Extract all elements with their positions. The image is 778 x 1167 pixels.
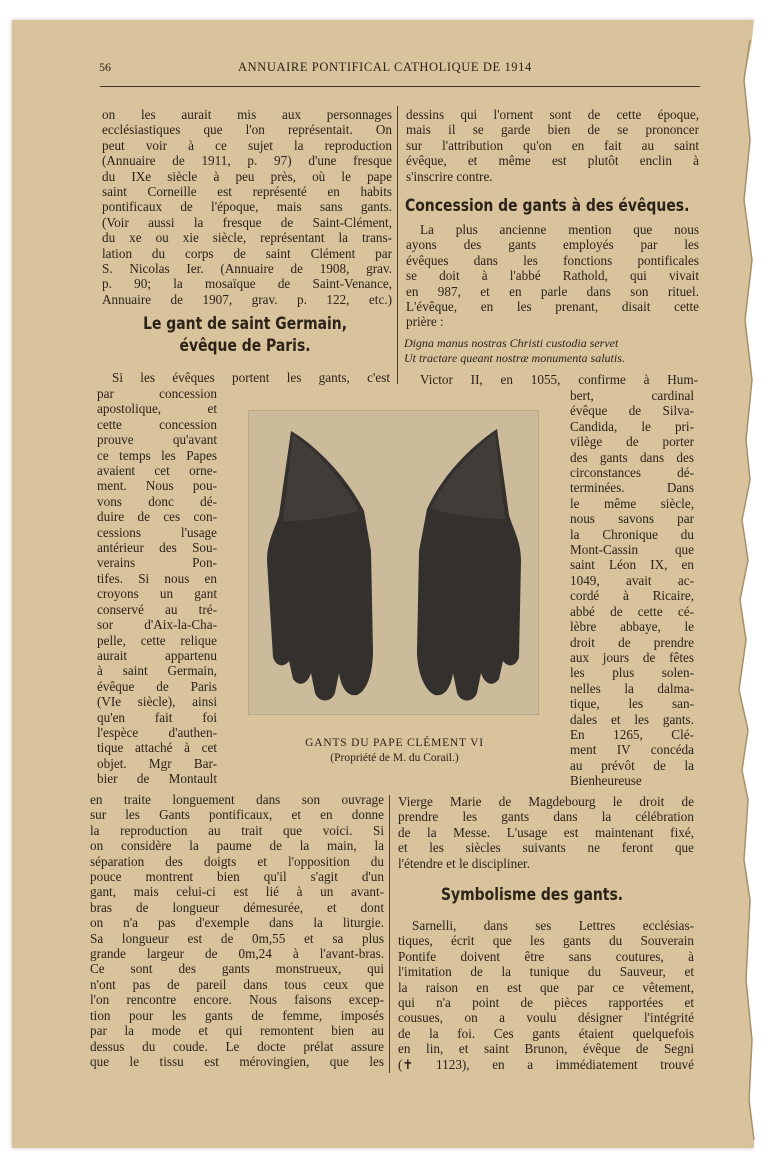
- text-line: la reproduction au trait que voici. Si: [90, 822, 384, 838]
- heading-concession: Concession de gants à des évêques.: [405, 196, 690, 216]
- text-line: dessins qui l'ornent sont de cette époque,: [406, 107, 699, 122]
- figure-caption: GANTS DU PAPE CLÉMENT VI: [305, 737, 484, 749]
- text-line: objet. Mgr Bar-: [97, 755, 217, 771]
- running-title: ANNUAIRE PONTIFICAL CATHOLIQUE DE 1914: [238, 60, 532, 74]
- text-line: p. 90; la mosaïque de Saint-Venance,: [102, 276, 392, 292]
- text-line: antérieur des Sou-: [97, 540, 217, 556]
- text-line: les plus solen-: [570, 665, 694, 681]
- text-line: bras de longueur démesurée, et dont: [90, 899, 384, 915]
- text-line: grande largeur de 0m,24 à l'avant-bras.: [90, 946, 384, 962]
- text-line: dales et les gants.: [570, 711, 694, 727]
- text-line: Sa longueur est de 0m,55 et sa plus: [90, 930, 384, 946]
- text-line: qui n'a point de pièces rapportées et: [398, 995, 694, 1011]
- text-line: nous savons par: [570, 511, 694, 527]
- text-line: ecclésiastiques que l'on représentait. On: [102, 122, 392, 138]
- text-line: lèbre abbaye, le: [570, 619, 694, 635]
- text-line: tion pour les gants de femme, imposés: [90, 1007, 384, 1023]
- text-line: du IXe siècle à peu près, où le pape: [102, 168, 392, 184]
- heading-symbolisme: Symbolisme des gants.: [441, 885, 624, 905]
- paragraph-right-top: [406, 107, 699, 184]
- text-line: (✝ 1123), en a immédiatement trouvé: [398, 1056, 694, 1072]
- text-line: Ce sont des gants monstrueux, qui: [90, 961, 384, 977]
- text-line: La plus ancienne mention que nous: [420, 222, 699, 237]
- text-line: abbé de cette cé-: [570, 603, 694, 619]
- text-line: En 1265, Clé-: [570, 726, 694, 742]
- text-line: nelles la dalma-: [570, 680, 694, 696]
- text-line: Pontife doivent être sans coutures, à: [398, 948, 694, 964]
- text-line: Mont-Cassin que: [570, 542, 694, 558]
- paragraph-left-bottom: [90, 792, 384, 1069]
- text-line: qu'en fait foi: [97, 709, 217, 725]
- text-line: cessions l'usage: [97, 524, 217, 540]
- text-line: lation du corps de saint Clément par: [102, 245, 392, 261]
- text-line: terminées. Dans: [570, 480, 694, 496]
- paragraph-right-narrow: [570, 388, 694, 789]
- text-line: ment IV concéda: [570, 742, 694, 758]
- text-line: pelle, cette relique: [97, 632, 217, 648]
- latin-prayer: [404, 336, 704, 366]
- text-line: prière :: [406, 314, 444, 330]
- text-line: ayons des gants employés par les: [406, 237, 699, 253]
- paragraph-left-top: [102, 107, 392, 307]
- paragraph-left-intro: [112, 370, 390, 385]
- text-line: de la foi. Ces gants étaient quelquefois: [398, 1025, 694, 1041]
- gloves-image: [249, 411, 538, 714]
- text-line: pouce montrent bien qu'il s'agit d'un: [90, 869, 384, 885]
- prayer-line: Ut tractare queant nostræ monumenta salutis.: [404, 351, 625, 365]
- paragraph-left-narrow: [97, 386, 217, 787]
- paragraph-right-after: [398, 794, 694, 871]
- heading-line: évêque de Paris.: [179, 336, 311, 356]
- text-line: gant, mais celui-ci est lié à un avant-: [90, 884, 384, 900]
- text-line: du xe ou xie siècle, représentant la trans-: [102, 230, 392, 246]
- text-line: saint Corneille est représenté en habits: [102, 184, 392, 200]
- text-line: évêque de Silva-: [570, 403, 694, 419]
- text-line: Si les évêques portent les gants, c'est: [112, 370, 390, 385]
- text-line: (Voir aussi la fresque de Saint-Clément,: [102, 214, 392, 230]
- text-line: tique, les san-: [570, 696, 694, 712]
- text-line: n'ont pas de pareil dans tous ceux que: [90, 976, 384, 992]
- text-line: circonstances dé-: [570, 465, 694, 481]
- text-line: s'inscrire contre.: [406, 168, 493, 184]
- column-separator-top: [397, 106, 398, 384]
- text-line: bier de Montault: [97, 771, 217, 787]
- text-line: se doit à l'abbé Rathold, qui vivait: [406, 268, 699, 284]
- text-line: aurait appartenu: [97, 647, 217, 663]
- text-line: tiques, écrit que les gants du Souverain: [398, 933, 694, 949]
- text-line: 1049, avait ac-: [570, 572, 694, 588]
- text-line: sor d'Aix-la-Cha-: [97, 617, 217, 633]
- text-line: peut voir à ce sujet la reproduction: [102, 137, 392, 153]
- text-line: sur l'attribution qu'on en fait au saint: [406, 137, 699, 153]
- figure-credit: (Propriété de M. du Corail.): [330, 752, 459, 764]
- text-line: par concession: [97, 386, 217, 401]
- text-line: le même siècle,: [570, 495, 694, 511]
- text-line: on n'a pas d'exemple dans la liturgie.: [90, 915, 384, 931]
- text-line: cousues, on a voulu désigner l'intégrité: [398, 1010, 694, 1026]
- text-line: Sarnelli, dans ses Lettres ecclésias-: [412, 918, 694, 933]
- text-line: tifes. Si nous en: [97, 570, 217, 586]
- text-line: évêque, et même est plutôt enclin à: [406, 153, 699, 169]
- text-line: évêques dans les fonctions pontificales: [406, 252, 699, 268]
- paragraph-concession: [406, 222, 699, 330]
- text-line: Vierge Marie de Magdebourg le droit de: [398, 794, 694, 809]
- text-line: sur les Gants pontificaux, et en donne: [90, 807, 384, 823]
- text-line: vilège de porter: [570, 434, 694, 450]
- gloves-photograph: [248, 410, 539, 715]
- text-line: au prévôt de la: [570, 757, 694, 773]
- text-line: on considère la paume de la main, la: [90, 838, 384, 854]
- text-line: la Chronique du: [570, 526, 694, 542]
- text-line: bert, cardinal: [570, 388, 694, 403]
- text-line: vons donc dé-: [97, 493, 217, 509]
- text-line: l'espèce d'authen-: [97, 724, 217, 740]
- header-rule: [100, 86, 700, 87]
- text-line: Victor II, en 1055, confirme à Hum-: [420, 372, 698, 387]
- text-line: l'imitation de la tunique du Sauveur, et: [398, 964, 694, 980]
- heading-line: Le gant de saint Germain,: [143, 314, 348, 334]
- paragraph-victor: [420, 372, 698, 387]
- text-line: (VIe siècle), ainsi: [97, 694, 217, 710]
- text-line: de la Messe. L'usage est maintenant fixé,: [398, 824, 694, 840]
- text-line: prendre les gants dans la célébration: [398, 809, 694, 825]
- paragraph-symbolisme: [398, 918, 694, 1072]
- text-line: séparation des doigts et l'opposition du: [90, 853, 384, 869]
- text-line: tique attaché à cet: [97, 740, 217, 756]
- text-line: la raison en est que par ce vêtement,: [398, 979, 694, 995]
- text-line: verains Pon-: [97, 555, 217, 571]
- text-line: (Annuaire de 1911, p. 97) d'une fresque: [102, 153, 392, 169]
- text-line: l'on rencontre encore. Nous faisons excep-: [90, 992, 384, 1008]
- text-line: en 987, et en parle dans son rituel.: [406, 283, 699, 299]
- text-line: évêque de Paris: [97, 678, 217, 694]
- text-line: l'étendre et le discipliner.: [398, 855, 531, 871]
- text-line: saint Léon IX, en: [570, 557, 694, 573]
- text-line: à saint Germain,: [97, 663, 217, 679]
- text-line: cette concession: [97, 416, 217, 432]
- text-line: pontificaux de l'époque, mais sans gants.: [102, 199, 392, 215]
- page-number: 56: [99, 60, 111, 74]
- text-line: Candida, le pri-: [570, 418, 694, 434]
- text-line: L'évêque, en les prenant, disait cette: [406, 299, 699, 315]
- text-line: on les aurait mis aux personnages: [102, 107, 392, 122]
- column-separator-bottom: [389, 795, 390, 1073]
- text-line: ment. Nous pou-: [97, 478, 217, 494]
- text-line: droit de prendre: [570, 634, 694, 650]
- text-line: des gants dans des: [570, 449, 694, 465]
- text-line: par la mode et qui remontent bien au: [90, 1023, 384, 1039]
- text-line: croyons un gant: [97, 586, 217, 602]
- text-line: mais il se garde bien de se prononcer: [406, 122, 699, 138]
- text-line: duire de ces con-: [97, 509, 217, 525]
- text-line: conservé au tré-: [97, 601, 217, 617]
- text-line: en lin, et saint Brunon, évêque de Segni: [398, 1041, 694, 1057]
- text-line: ce temps les Papes: [97, 447, 217, 463]
- text-line: aux jours de fêtes: [570, 649, 694, 665]
- text-line: que le tissu est mérovingien, que les: [90, 1053, 384, 1069]
- text-line: prouve qu'avant: [97, 432, 217, 448]
- prayer-line: Digna manus nostras Christi custodia servet: [404, 336, 619, 350]
- text-line: en traite longuement dans son ouvrage: [90, 792, 384, 807]
- text-line: Bienheureuse: [570, 773, 642, 789]
- text-line: cordé à Ricaire,: [570, 588, 694, 604]
- text-line: Annuaire de 1907, grav. p. 122, etc.): [102, 291, 392, 307]
- heading-saint-germain: [120, 313, 370, 357]
- text-line: et les siècles suivants ne feront que: [398, 840, 694, 856]
- text-line: S. Nicolas Ier. (Annuaire de 1908, grav.: [102, 261, 392, 277]
- text-line: dessus du coude. Le docte prélat assure: [90, 1038, 384, 1054]
- text-line: avaient cet orne-: [97, 463, 217, 479]
- text-line: apostolique, et: [97, 401, 217, 417]
